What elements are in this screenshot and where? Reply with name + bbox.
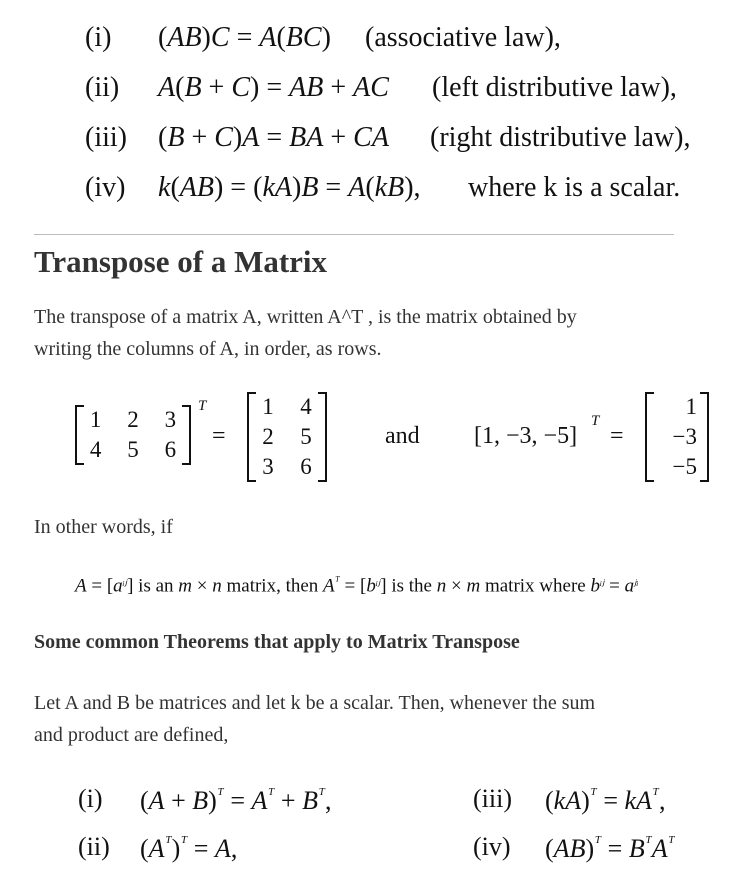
theorems-subheading: Some common Theorems that apply to Matrix Transpose [34, 631, 520, 653]
theorem-label: (iii) [473, 784, 512, 813]
matrix-cell: 3 [164, 407, 177, 432]
law-expression: A(B + C) = AB + AC [158, 72, 389, 103]
theorem-expression: $(A^ᵀ)^ᵀ = A$, [140, 832, 238, 864]
matrix-cell: −3 [672, 424, 697, 449]
matrix-cell: 1 [685, 394, 697, 419]
law-label: (iii) [85, 122, 127, 153]
equals-sign: = [610, 423, 624, 449]
row-vector: [1, −3, −5] [474, 423, 578, 449]
law-note: (right distributive law), [430, 122, 691, 153]
matrix-cell: 5 [300, 424, 312, 449]
intro-paragraph [34, 301, 577, 365]
matrix-3x2 [247, 392, 327, 482]
theorem-label: (iv) [473, 832, 511, 861]
theorem-intro-line: and product are defined, [34, 724, 229, 746]
matrix-cell: −5 [672, 454, 697, 479]
law-label: (iv) [85, 172, 126, 203]
matrix-cell: 5 [127, 437, 139, 462]
matrix-cell: 6 [300, 454, 312, 479]
law-expression: (B + C)A = BA + CA [158, 122, 389, 153]
theorem-expression: $(A + B)^ᵀ = A^ᵀ + B^ᵀ$, [140, 784, 332, 816]
theorem-expression: $(kA)^ᵀ = kA^ᵀ$, [545, 784, 666, 816]
transpose-definition: $A = [a^{ᵢⱼ}]$ is an m × n matrix, then $A^ᵀ = [b^{ᵢⱼ}]$ is the n × m matrix where $b^{ᵢⱼ} = a^{ⱼᵢ}$ [75, 573, 639, 597]
law-note: where k is a scalar. [468, 172, 681, 203]
transpose-superscript: T [591, 413, 600, 429]
matrix-2x3 [75, 405, 191, 465]
law-expression: (AB)C = A(BC) [158, 22, 331, 53]
matrix-cell: 1 [262, 394, 274, 419]
equals-sign: = [212, 423, 226, 449]
intro-line: The transpose of a matrix A, written A^T , is the matrix obtained by [34, 306, 577, 328]
law-label: (i) [85, 22, 112, 53]
theorem-expression: $(AB)^ᵀ = B^ᵀA^ᵀ$ [545, 832, 675, 864]
matrix-cell: 2 [262, 424, 274, 449]
transpose-superscript: T [198, 398, 207, 414]
matrix-cell: 1 [89, 407, 102, 432]
and-text: and [385, 423, 420, 449]
section-heading: Transpose of a Matrix [34, 244, 328, 279]
theorem-intro-line: Let A and B be matrices and let k be a scalar. Then, whenever the sum [34, 692, 596, 714]
theorem-label: (i) [78, 784, 103, 813]
matrix-cell: 6 [164, 437, 177, 462]
intro-line: writing the columns of A, in order, as rows. [34, 338, 382, 360]
theorem-label: (ii) [78, 832, 110, 861]
matrix-cell: 3 [262, 454, 274, 479]
matrix-cell: 4 [300, 394, 312, 419]
other-words-text: In other words, if [34, 516, 173, 538]
law-note: (left distributive law), [432, 72, 677, 103]
divider [34, 234, 674, 235]
column-vector [645, 392, 709, 482]
matrix-cell: 2 [127, 407, 139, 432]
law-label: (ii) [85, 72, 120, 103]
theorem-intro [34, 687, 595, 751]
matrix-cell: 4 [89, 437, 102, 462]
law-expression: k(AB) = (kA)B = A(kB), [158, 172, 421, 203]
law-note: (associative law), [365, 22, 561, 53]
